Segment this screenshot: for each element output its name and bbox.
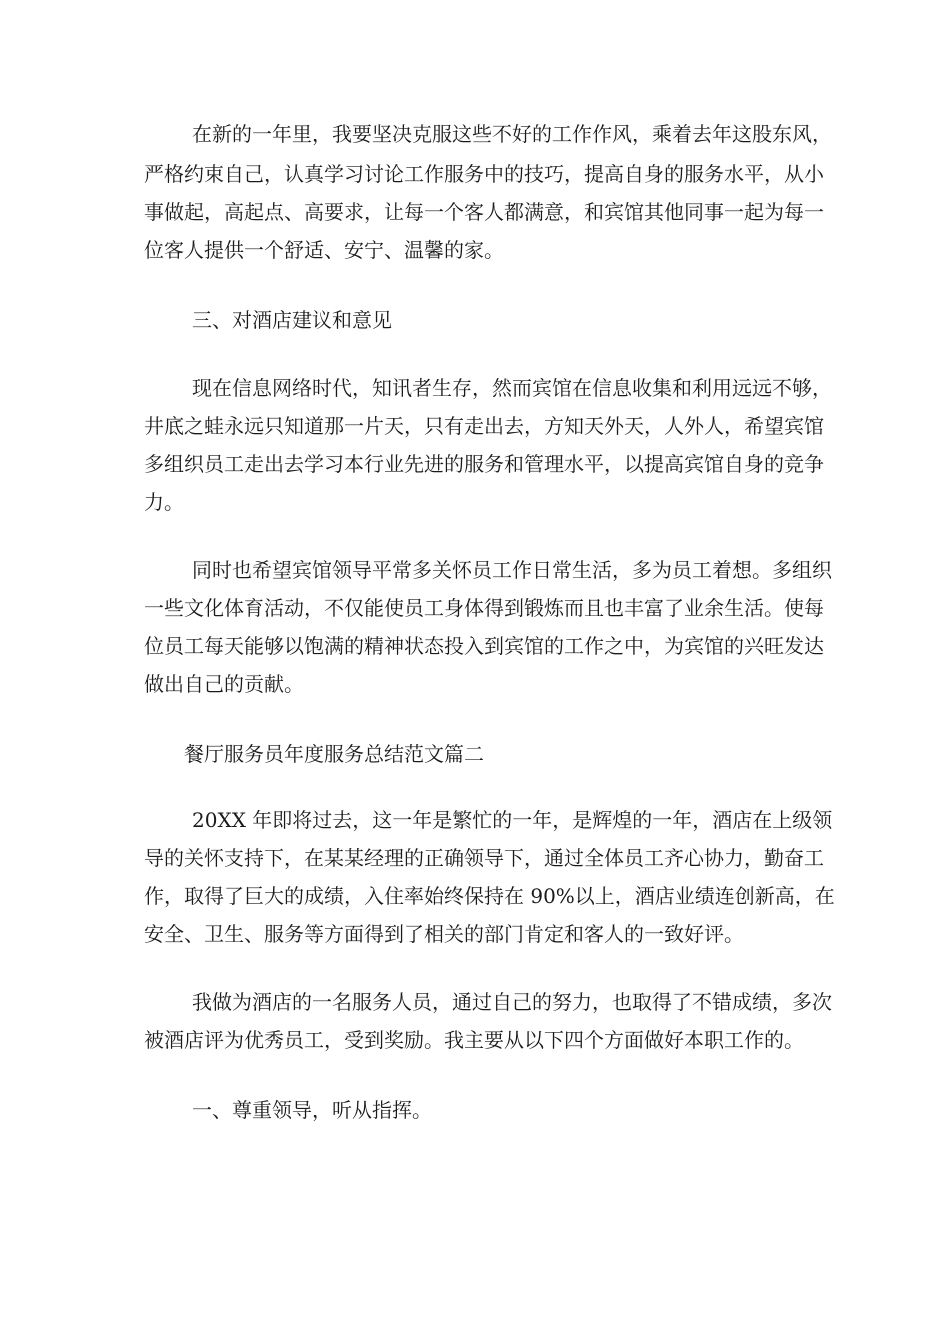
paragraph-4-line-4: 安全、卫生、服务等方面得到了相关的部门肯定和客人的一致好评。 — [144, 922, 744, 946]
paragraph-5-line-2: 被酒店评为优秀员工，受到奖励。我主要从以下四个方面做好本职工作的。 — [144, 1028, 804, 1052]
paragraph-4-line-3: 作，取得了巨大的成绩，入住率始终保持在 90%以上，酒店业绩连创新高，在 — [144, 884, 835, 908]
paragraph-2-line-1: 现在信息网络时代，知讯者生存，然而宾馆在信息收集和利用远远不够， — [192, 376, 832, 400]
paragraph-1-line-2: 严格约束自己，认真学习讨论工作服务中的技巧，提高自身的服务水平，从小 — [144, 162, 824, 186]
paragraph-1-line-1: 在新的一年里，我要坚决克服这些不好的工作作风，乘着去年这股东风， — [192, 122, 832, 146]
section-heading-1: 一、尊重领导，听从指挥。 — [192, 1098, 432, 1122]
paragraph-3-line-3: 位员工每天能够以饱满的精神状态投入到宾馆的工作之中，为宾馆的兴旺发达 — [144, 634, 824, 658]
paragraph-1-line-3: 事做起，高起点、高要求，让每一个客人都满意，和宾馆其他同事一起为每一 — [144, 200, 824, 224]
section-heading-3: 三、对酒店建议和意见 — [192, 308, 392, 332]
paragraph-4-line-1: 20XX 年即将过去，这一年是繁忙的一年，是辉煌的一年，酒店在上级领 — [192, 808, 833, 832]
article-title: 餐厅服务员年度服务总结范文篇二 — [184, 742, 484, 766]
paragraph-3-line-4: 做出自己的贡献。 — [144, 672, 304, 696]
paragraph-3-line-1: 同时也希望宾馆领导平常多关怀员工作日常生活，多为员工着想。多组织 — [192, 558, 832, 582]
paragraph-2-line-2: 井底之蛙永远只知道那一片天，只有走出去，方知天外天，人外人，希望宾馆 — [144, 414, 824, 438]
paragraph-4-line-2: 导的关怀支持下，在某某经理的正确领导下，通过全体员工齐心协力，勤奋工 — [144, 846, 824, 870]
paragraph-3-line-2: 一些文化体育活动，不仅能使员工身体得到锻炼而且也丰富了业余生活。使每 — [144, 596, 824, 620]
paragraph-2-line-4: 力。 — [144, 490, 184, 514]
paragraph-1-line-4: 位客人提供一个舒适、安宁、温馨的家。 — [144, 238, 504, 262]
paragraph-2-line-3: 多组织员工走出去学习本行业先进的服务和管理水平，以提高宾馆自身的竞争 — [144, 452, 824, 476]
paragraph-5-line-1: 我做为酒店的一名服务人员，通过自己的努力，也取得了不错成绩，多次 — [192, 990, 832, 1014]
